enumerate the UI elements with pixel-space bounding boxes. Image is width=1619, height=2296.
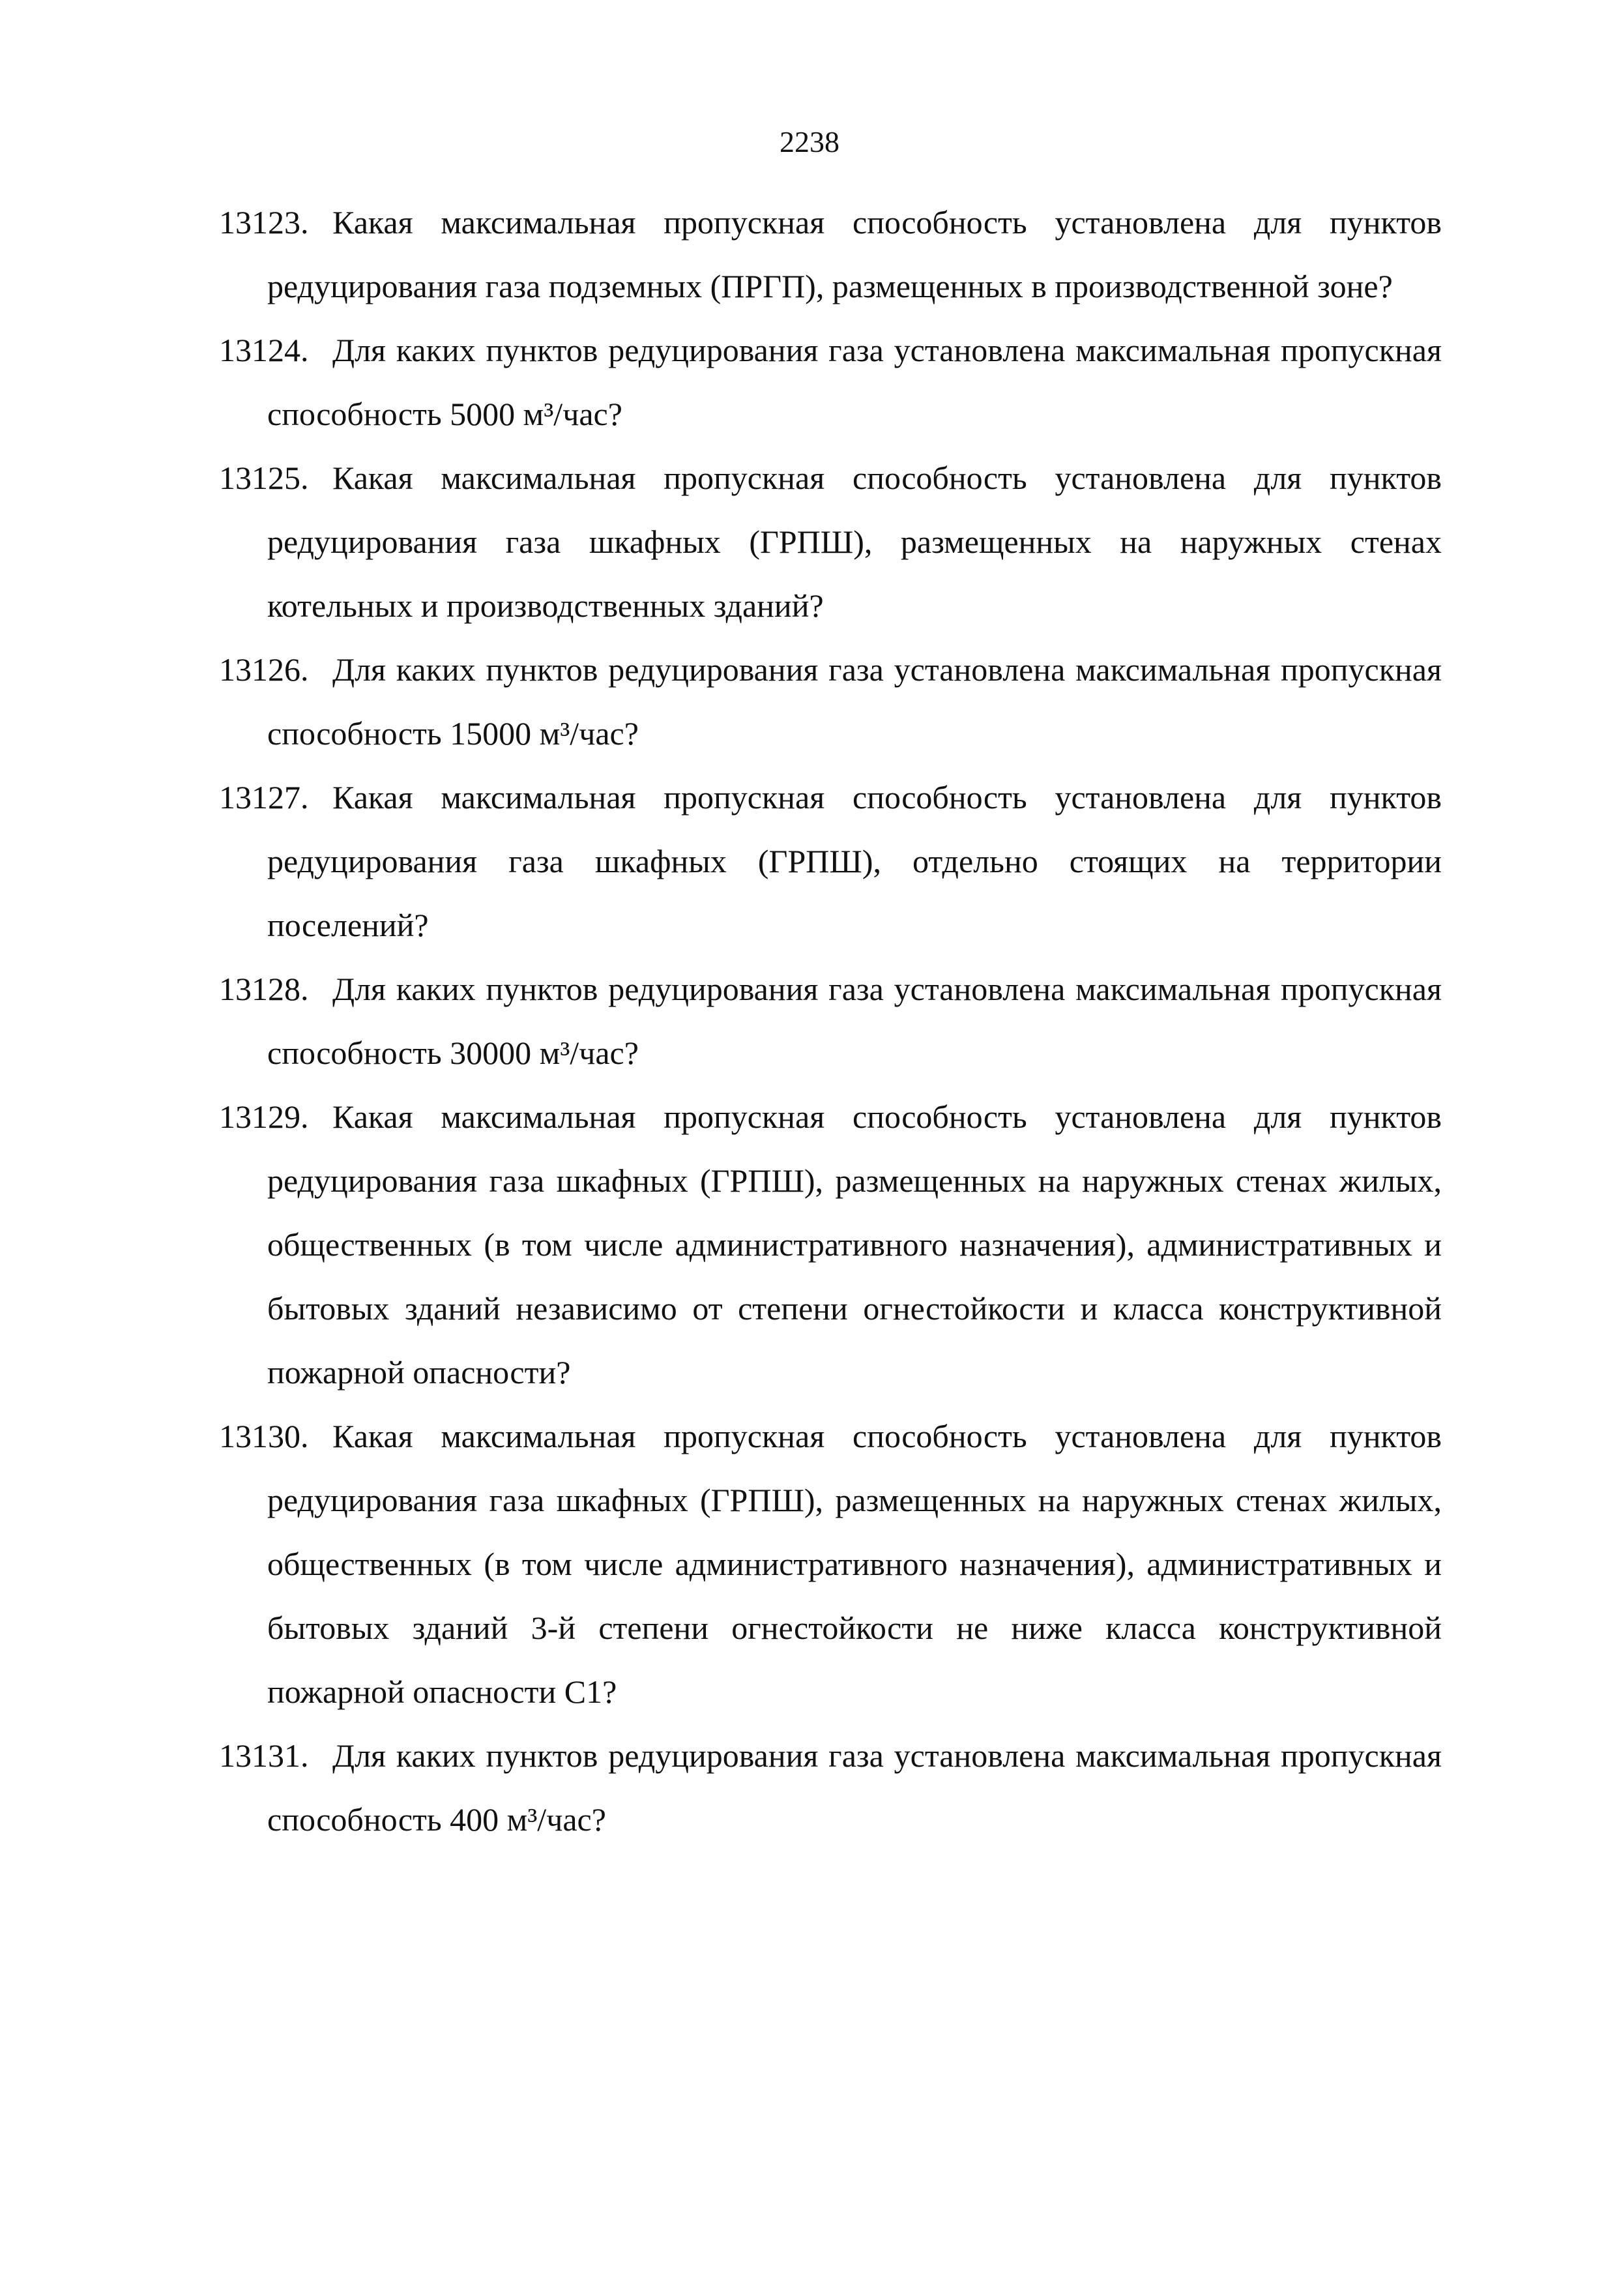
page-number: 2238: [780, 125, 839, 158]
question-number: 13131.: [219, 1737, 309, 1774]
question-text: Какая максимальная пропускная способность установлена для пунктов редуцирования газа шкафных (ГРПШ), отдельно стоящих на территории поселений?: [267, 779, 1442, 943]
question-number: 13123.: [219, 204, 309, 241]
question-item: [0, 765, 1619, 957]
question-text: Какая максимальная пропускная способность установлена для пунктов редуцирования газа шкафных (ГРПШ), размещенных на наружных стенах жилых, общественных (в том числе административного назначения), административных и бытовых зданий 3-й степени огнестойкости не ниже класса конструктивной пожарной опасности С1?: [267, 1418, 1442, 1710]
question-text: Какая максимальная пропускная способность установлена для пунктов редуцирования газа подземных (ПРГП), размещенных в производственной зоне?: [267, 204, 1442, 304]
question-number: 13125.: [219, 460, 309, 496]
question-item: [0, 957, 1619, 1085]
question-text: Для каких пунктов редуцирования газа установлена максимальная пропускная способность 30000 м³/час?: [267, 971, 1442, 1071]
question-list: [0, 190, 1619, 1851]
question-text: Для каких пунктов редуцирования газа установлена максимальная пропускная способность 15000 м³/час?: [267, 651, 1442, 752]
question-item: [0, 1085, 1619, 1404]
question-item: [0, 190, 1619, 318]
question-item: [0, 318, 1619, 446]
question-item: [0, 1724, 1619, 1851]
question-number: 13129.: [219, 1098, 309, 1135]
question-number: 13130.: [219, 1418, 309, 1454]
question-text: Для каких пунктов редуцирования газа установлена максимальная пропускная способность 5000 м³/час?: [267, 332, 1442, 432]
question-item: [0, 638, 1619, 765]
question-item: [0, 1404, 1619, 1724]
question-number: 13127.: [219, 779, 309, 816]
question-text: Какая максимальная пропускная способность установлена для пунктов редуцирования газа шкафных (ГРПШ), размещенных на наружных стенах жилых, общественных (в том числе административного назначения), административных и бытовых зданий независимо от степени огнестойкости и класса конструктивной пожарной опасности?: [267, 1098, 1442, 1391]
question-number: 13126.: [219, 651, 309, 688]
question-text: Какая максимальная пропускная способность установлена для пунктов редуцирования газа шкафных (ГРПШ), размещенных на наружных стенах котельных и производственных зданий?: [267, 460, 1442, 624]
question-number: 13128.: [219, 971, 309, 1007]
question-text: Для каких пунктов редуцирования газа установлена максимальная пропускная способность 400 м³/час?: [267, 1737, 1442, 1838]
question-item: [0, 446, 1619, 638]
question-number: 13124.: [219, 332, 309, 368]
